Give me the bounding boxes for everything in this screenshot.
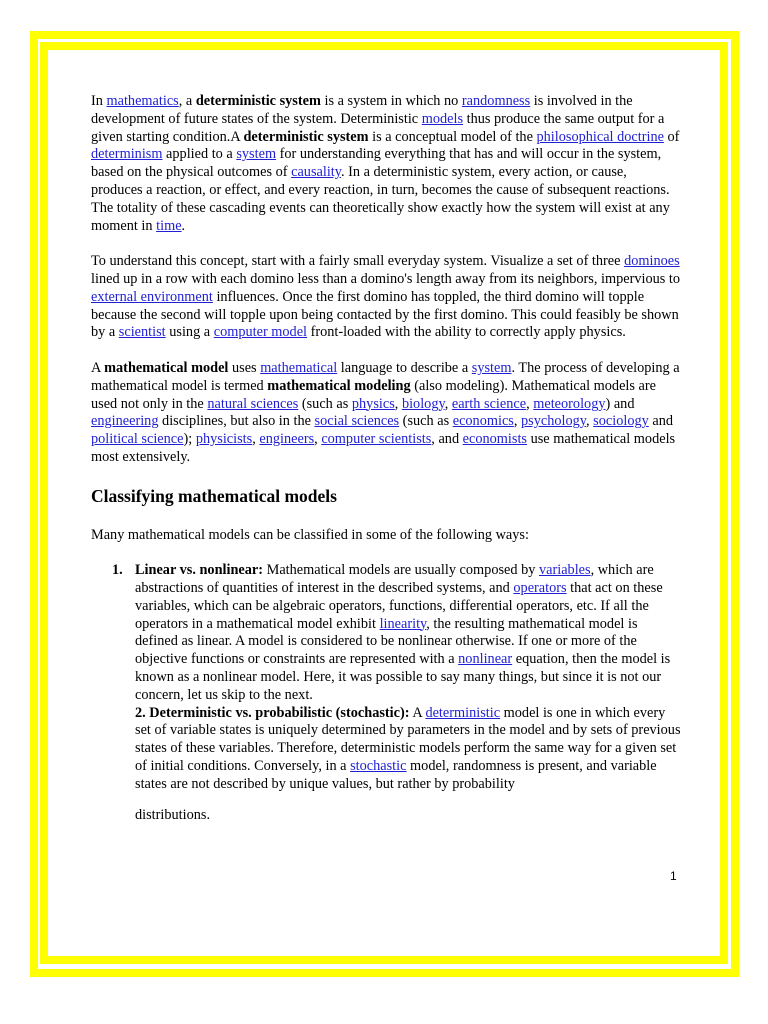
link-nonlinear[interactable]: nonlinear <box>458 651 513 668</box>
link-operators[interactable]: operators <box>513 579 567 596</box>
paragraph-dominoes: To understand this concept, start with a fairly small everyday system. Visualize a set of three dominoes lined up in a row with each domino less than a domino's length away from its neighbors, impervious to external environment influences. Once the first domino has toppled, the third domino will topple because the second will topple upon being contacted by the first domino. This could feasibly be shown by a scientist using a computer model front-loaded with the ability to correctly apply physics. <box>91 253 681 341</box>
link-sociology[interactable]: sociology <box>593 413 649 430</box>
paragraph-mathematical-model: A mathematical model uses mathematical language to describe a system. The process of developing a mathematical model is termed mathematical modeling (also modeling). Mathematical models are used not only in the natural sciences (such as physics, biology, earth science, meteorology) and engineering disciplines, but also in the social sciences (such as economics, psychology, sociology and political science); physicists, engineers, computer scientists, and economists use mathematical models most extensively. <box>91 359 680 465</box>
link-external-environment[interactable]: external environment <box>91 288 213 305</box>
link-physics[interactable]: physics <box>351 395 395 412</box>
link-causality[interactable]: causality <box>291 164 341 181</box>
link-computer-scientists[interactable]: computer scientists <box>321 431 432 448</box>
classification-list <box>91 562 681 825</box>
section-heading: Classifying mathematical models <box>91 485 337 506</box>
paragraph-deterministic-system: In mathematics, a deterministic system is a system in which no randomness is involved in the development of future states of the system. Deterministic models thus produce the same output for a given starting condition.A deterministic system is a conceptual model of the philosophical doctrine of determinism applied to a system for understanding everything that has and will occur in the system, based on the physical outcomes of causality. In a deterministic system, every action, or cause, produces a reaction, or effect, and every reaction, in turn, becomes the cause of subsequent reactions. The totality of these cascading events can theoretically show exactly how the system will exist at any moment in time. <box>91 93 680 234</box>
link-social-sciences[interactable]: social sciences <box>314 413 400 430</box>
link-engineers[interactable]: engineers <box>259 431 315 448</box>
link-system[interactable]: system <box>236 146 277 163</box>
link-models[interactable]: models <box>421 110 464 127</box>
list-item-continuation: distributions. <box>135 807 211 824</box>
link-variables[interactable]: variables <box>538 562 591 579</box>
link-determinism[interactable]: determinism <box>91 146 163 163</box>
link-randomness[interactable]: randomness <box>461 93 531 109</box>
list-item-deterministic: 2. Deterministic vs. probabilistic (stochastic): A deterministic model is one in which every set of variable states is uniquely determined by parameters in the model and by sets of previous states of these variables. Therefore, deterministic models perform the same way for a given set of initial conditions. Conversely, in a stochastic model, randomness is present, and variable states are not described by unique values, but rather by probability <box>135 704 681 792</box>
link-computer-model[interactable]: computer model <box>213 324 308 341</box>
link-economics[interactable]: economics <box>452 413 514 430</box>
link-time[interactable]: time <box>156 217 182 234</box>
list-number: 1. <box>112 562 123 579</box>
list-item-linear: 1. Linear vs. nonlinear: Mathematical models are usually composed by variables, which are abstractions of quantities of interest in the described systems, and operators that act on these variables, which can be algebraic operators, functions, differential operators, etc. If all the operators in a mathematical model exhibit linearity, the resulting mathematical model is defined as linear. A model is considered to be nonlinear otherwise. If one or more of the objective functions or constraints are represented with a nonlinear equation, then the model is known as a nonlinear model. Here, it was possible to say many things, but since it is not our concern, let us skip to the next. <box>112 562 671 703</box>
paragraph-intro: Many mathematical models can be classified in some of the following ways: <box>91 526 529 543</box>
link-mathematical[interactable]: mathematical <box>260 359 338 376</box>
page-number: 1 <box>670 869 677 883</box>
link-political-science[interactable]: political science <box>91 431 184 448</box>
link-meteorology[interactable]: meteorology <box>533 395 606 412</box>
link-engineering[interactable]: engineering <box>91 413 159 430</box>
link-mathematics[interactable]: mathematics <box>106 93 179 109</box>
document-body <box>91 93 681 825</box>
link-biology[interactable]: biology <box>401 395 445 412</box>
link-linearity[interactable]: linearity <box>379 615 427 632</box>
link-dominoes[interactable]: dominoes <box>624 253 680 270</box>
link-system-2[interactable]: system <box>471 359 512 376</box>
link-deterministic[interactable]: deterministic <box>425 704 501 721</box>
link-natural-sciences[interactable]: natural sciences <box>207 395 299 412</box>
link-scientist[interactable]: scientist <box>118 324 166 341</box>
link-philosophical-doctrine[interactable]: philosophical doctrine <box>536 128 664 145</box>
link-physicists[interactable]: physicists <box>195 431 253 448</box>
link-psychology[interactable]: psychology <box>521 413 587 430</box>
link-economists[interactable]: economists <box>462 431 528 448</box>
link-stochastic[interactable]: stochastic <box>350 757 407 774</box>
link-earth-science[interactable]: earth science <box>451 395 527 412</box>
